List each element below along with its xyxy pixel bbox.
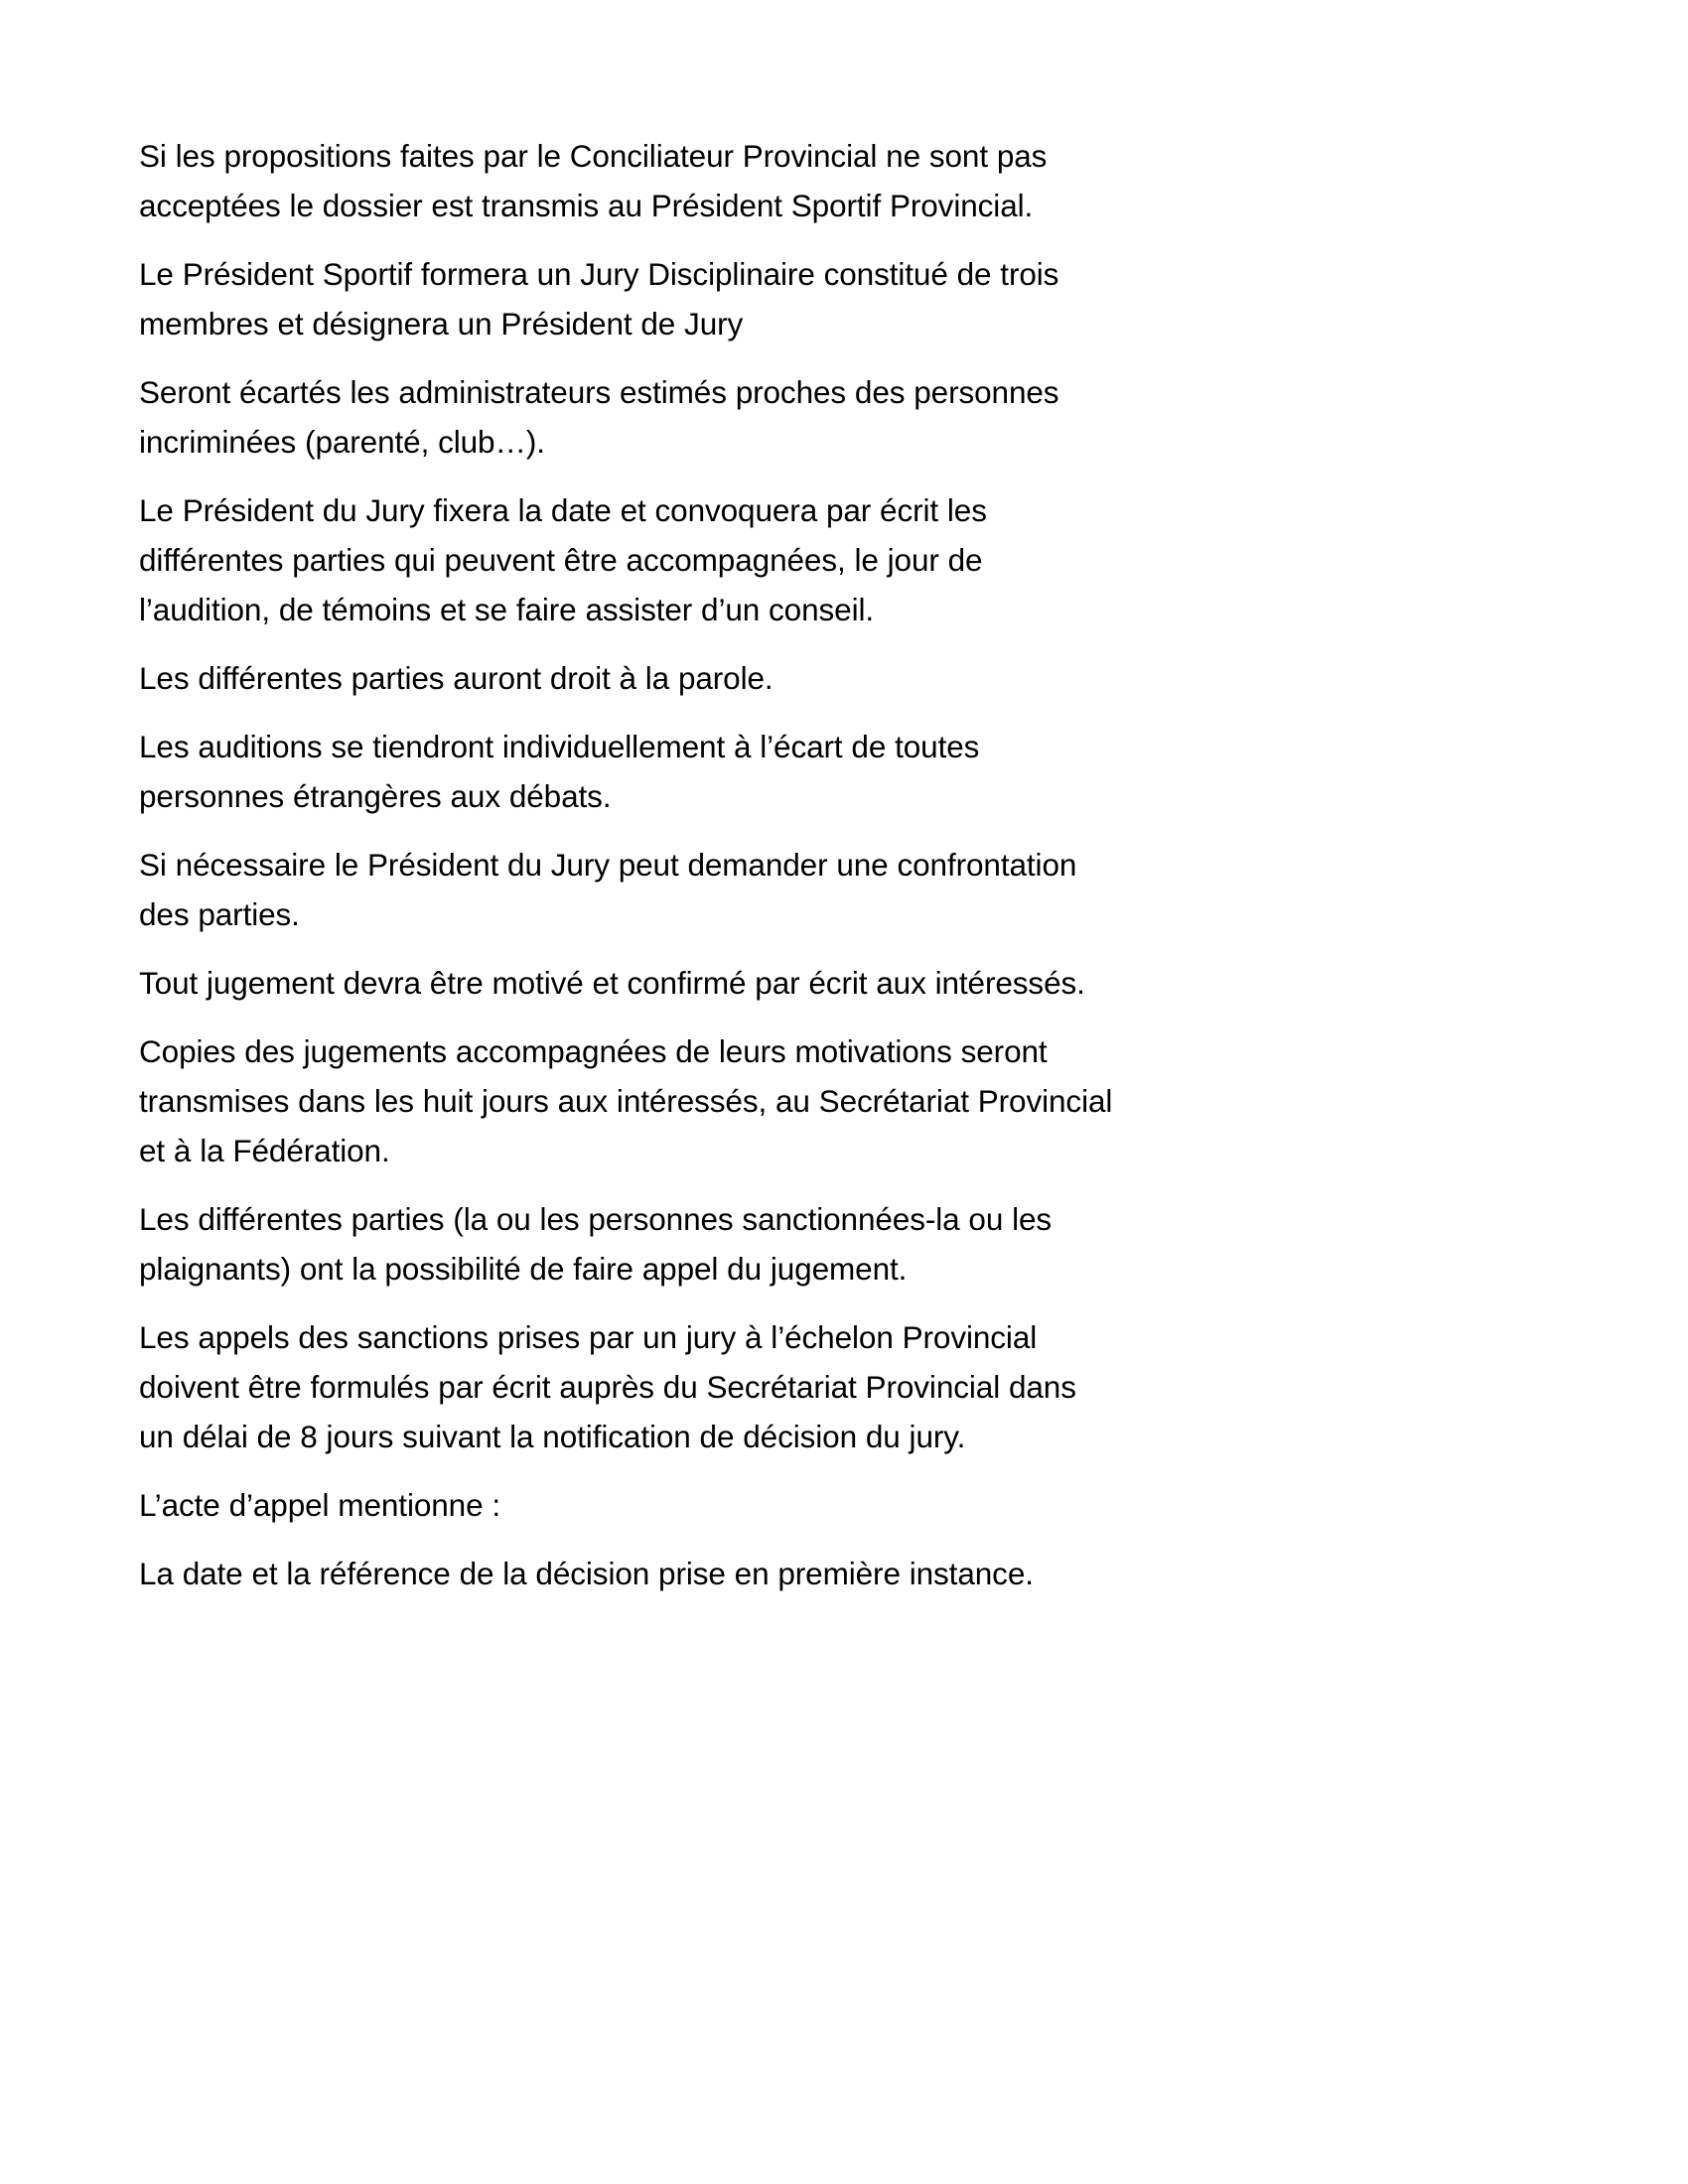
paragraph-11: Les appels des sanctions prises par un jury à l’échelon Provincial doivent être formulés par écrit auprès du Secrétariat Provincial dans un délai de 8 jours suivant la notification de décision du jury. — [139, 1319, 1076, 1454]
paragraph-6: Les auditions se tiendront individuellement à l’écart de toutes personnes étrangères aux débats. — [139, 729, 980, 814]
document-body — [139, 131, 1113, 1598]
paragraph-10: Les différentes parties (la ou les personnes sanctionnées-la ou les plaignants) ont la possibilité de faire appel du jugement. — [139, 1201, 1053, 1287]
paragraph-2: Le Président Sportif formera un Jury Disciplinaire constitué de trois membres et désignera un Président de Jury — [139, 256, 1059, 341]
paragraph-12: L’acte d’appel mentionne : — [139, 1487, 501, 1523]
paragraph-9: Copies des jugements accompagnées de leurs motivations seront transmises dans les huit jours aux intéressés, au Secrétariat Provincial et à la Fédération. — [139, 1033, 1113, 1168]
paragraph-7: Si nécessaire le Président du Jury peut demander une confrontation des parties. — [139, 847, 1077, 932]
paragraph-8: Tout jugement devra être motivé et confirmé par écrit aux intéressés. — [139, 965, 1085, 1001]
paragraph-5: Les différentes parties auront droit à la parole. — [139, 660, 774, 696]
paragraph-1: Si les propositions faites par le Conciliateur Provincial ne sont pas acceptées le dossier est transmis au Président Sportif Provincial. — [139, 138, 1048, 223]
paragraph-4: Le Président du Jury fixera la date et convoquera par écrit les différentes parties qui peuvent être accompagnées, le jour de l’audition, de témoins et se faire assister d’un conseil. — [139, 492, 987, 627]
paragraph-13: La date et la référence de la décision prise en première instance. — [139, 1556, 1034, 1591]
paragraph-3: Seront écartés les administrateurs estimés proches des personnes incriminées (parenté, club…). — [139, 374, 1059, 460]
